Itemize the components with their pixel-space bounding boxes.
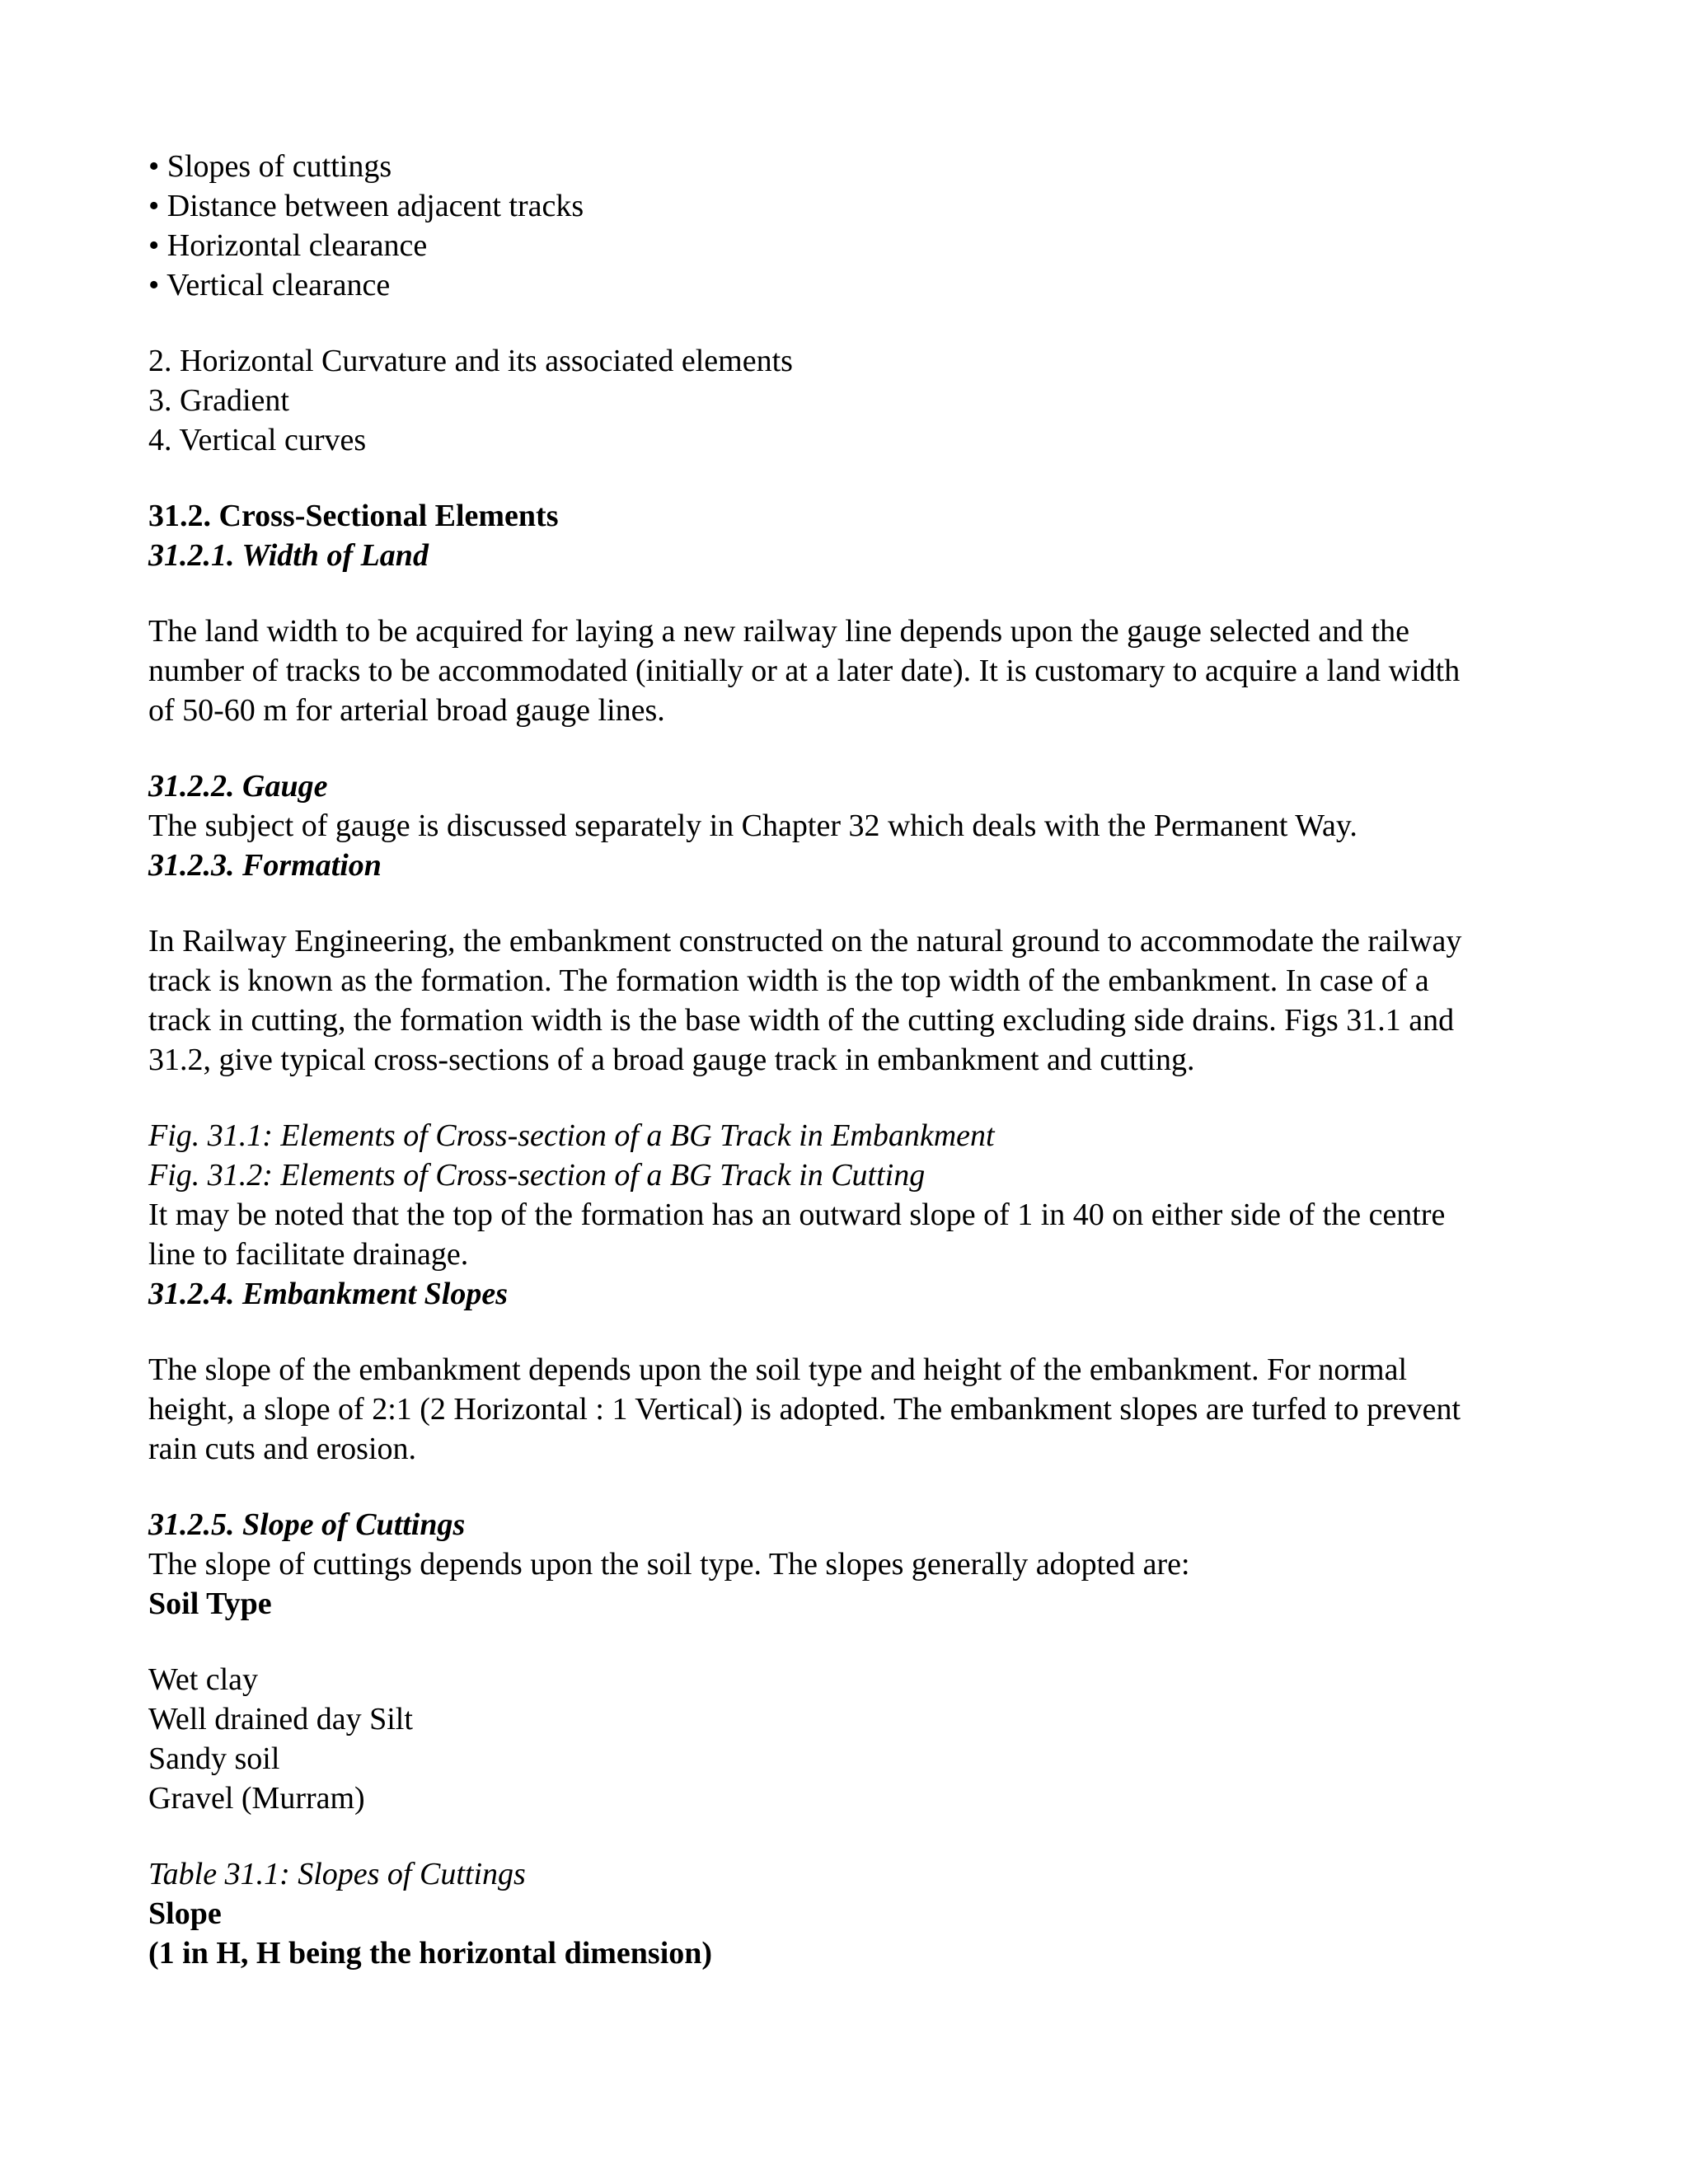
slope-note: (1 in H, H being the horizontal dimension) [148,1936,713,1971]
width-of-land-heading: 31.2.1. Width of Land [148,538,429,573]
table-caption: Table 31.1: Slopes of Cuttings [148,1857,526,1891]
figure-caption: Fig. 31.1: Elements of Cross-section of a BG Track in Embankment [148,1118,995,1153]
soil-item: Well drained day Silt [148,1702,413,1736]
bullet-item: • Slopes of cuttings [148,149,392,184]
gauge-paragraph: The subject of gauge is discussed separately in Chapter 32 which deals with the Permanent Way. [148,808,1357,843]
bullet-item: • Horizontal clearance [148,228,428,263]
slope-label: Slope [148,1896,222,1931]
formation-note [148,1195,1550,1274]
paragraph-line: height, a slope of 2:1 (2 Horizontal : 1 Vertical) is adopted. The embankment slopes are turfed to prevent [148,1392,1461,1427]
paragraph-line: rain cuts and erosion. [148,1432,417,1466]
bullet-item: • Distance between adjacent tracks [148,189,584,223]
paragraph-line: In Railway Engineering, the embankment constructed on the natural ground to accommodate the railway [148,924,1462,958]
document-page [148,147,1550,1973]
soil-item: Gravel (Murram) [148,1781,365,1816]
formation-paragraph [148,921,1550,1080]
width-of-land-paragraph [148,612,1550,730]
gauge-heading: 31.2.2. Gauge [148,769,328,804]
paragraph-line: 31.2, give typical cross-sections of a broad gauge track in embankment and cutting. [148,1043,1195,1077]
numbered-item: 2. Horizontal Curvature and its associated elements [148,344,793,378]
slope-of-cuttings-heading: 31.2.5. Slope of Cuttings [148,1507,466,1542]
numbered-list [148,341,1550,460]
embankment-slopes-heading: 31.2.4. Embankment Slopes [148,1277,508,1311]
paragraph-line: The land width to be acquired for laying a new railway line depends upon the gauge selected and the [148,614,1410,649]
paragraph-line: It may be noted that the top of the formation has an outward slope of 1 in 40 on either side of the centre [148,1197,1446,1232]
soil-list [148,1660,1550,1818]
soil-type-label: Soil Type [148,1586,272,1621]
slope-of-cuttings-paragraph: The slope of cuttings depends upon the soil type. The slopes generally adopted are: [148,1547,1190,1582]
paragraph-line: The slope of the embankment depends upon the soil type and height of the embankment. For normal [148,1352,1408,1387]
paragraph-line: line to facilitate drainage. [148,1237,469,1272]
section-title: 31.2. Cross-Sectional Elements [148,499,559,533]
numbered-item: 3. Gradient [148,383,289,418]
bullet-item: • Vertical clearance [148,268,391,302]
figure-caption: Fig. 31.2: Elements of Cross-section of a BG Track in Cutting [148,1158,926,1193]
paragraph-line: number of tracks to be accommodated (initially or at a later date). It is customary to acquire a land width [148,654,1461,688]
paragraph-line: of 50-60 m for arterial broad gauge lines. [148,693,665,728]
formation-heading: 31.2.3. Formation [148,848,382,883]
embankment-slopes-paragraph [148,1350,1550,1469]
soil-item: Sandy soil [148,1741,280,1776]
numbered-item: 4. Vertical curves [148,423,367,457]
paragraph-line: track is known as the formation. The formation width is the top width of the embankment. In case of a [148,963,1429,998]
bullet-list [148,147,1550,305]
paragraph-line: track in cutting, the formation width is the base width of the cutting excluding side drains. Figs 31.1 and [148,1003,1455,1038]
soil-item: Wet clay [148,1662,259,1697]
